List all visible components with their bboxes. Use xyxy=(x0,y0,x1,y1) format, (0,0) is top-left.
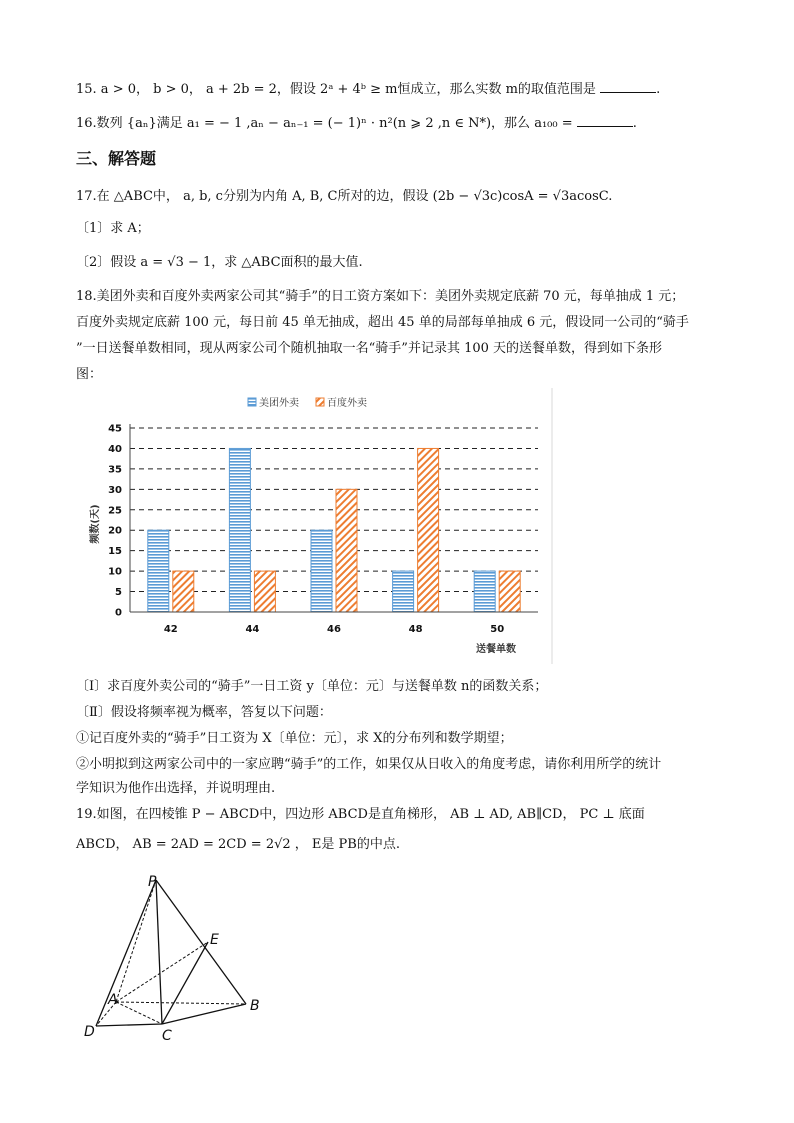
chart-grid xyxy=(130,428,538,592)
y-tick-label-10: 10 xyxy=(108,566,122,578)
pyramid-figure xyxy=(80,868,280,1048)
question-15 xyxy=(76,80,724,99)
chart-legend xyxy=(248,396,367,409)
bar-meituan-44 xyxy=(229,448,250,612)
q15-answer-blank[interactable] xyxy=(600,80,656,93)
label-B: B xyxy=(250,998,260,1014)
q16-tail: . xyxy=(632,116,637,131)
edge-PD xyxy=(96,880,156,1026)
q18-sub2b: 学知识为他作出选择，并说明理由. xyxy=(76,781,276,796)
bar-chart xyxy=(76,386,556,666)
q17-stem: 17.在 △ABC中， a, b, c分别为内角 A, B, C所对的边，假设 (2b − √3c)cosA = √3acosC. xyxy=(76,189,613,204)
legend-label-0: 美团外卖 xyxy=(259,398,299,409)
q18-line2: 百度外卖规定底薪 100 元，每日前 45 单无抽成，超出 45 单的局部每单抽成 6 元，假设同一公司的“骑手 xyxy=(76,315,689,330)
q18-sub2a: ②小明拟到这两家公司中的一家应聘“骑手”的工作，如果仅从日收入的角度考虑，请你利用所学的统计 xyxy=(76,757,662,772)
edge-CE xyxy=(162,942,208,1024)
bar-baidu-50 xyxy=(499,571,520,612)
y-tick-label-35: 35 xyxy=(108,464,122,476)
bar-meituan-42 xyxy=(148,530,169,612)
bar-meituan-48 xyxy=(393,571,414,612)
bar-baidu-44 xyxy=(254,571,275,612)
q16-text: 16.数列 {aₙ}满足 a₁ = − 1 ,aₙ − aₙ₋₁ = (− 1)ⁿ · n²(n ⩾ 2 ,n ∈ N*)，那么 a₁₀₀ = xyxy=(76,116,573,131)
edge-PB xyxy=(156,880,246,1004)
bar-meituan-46 xyxy=(311,530,332,612)
bar-baidu-42 xyxy=(173,571,194,612)
label-D: D xyxy=(84,1024,95,1040)
y-tick-label-30: 30 xyxy=(108,484,122,496)
q18-part-II: 〔Ⅱ〕假设将频率视为概率，答复以下问题： xyxy=(76,705,332,720)
q17-part1: 〔1〕求 A； xyxy=(76,221,150,236)
edge-AB xyxy=(116,1002,246,1004)
q18-sub1: ①记百度外卖的“骑手”日工资为 X〔单位：元〕，求 X的分布列和数学期望； xyxy=(76,731,513,746)
section-heading: 三、解答题 xyxy=(76,149,157,168)
q18-line3: ”一日送餐单数相同，现从两家公司个随机抽取一名“骑手”并记录其 100 天的送餐单数，得到如下条形 xyxy=(76,341,663,356)
legend-swatch-0 xyxy=(248,398,256,406)
edge-AC xyxy=(116,1002,162,1024)
label-A: A xyxy=(108,992,118,1008)
label-C: C xyxy=(162,1028,172,1044)
q18-line4: 图： xyxy=(76,367,103,382)
question-16 xyxy=(76,114,724,133)
bar-baidu-46 xyxy=(336,489,357,612)
x-tick-label-48: 48 xyxy=(408,624,423,635)
edge-CB xyxy=(162,1004,246,1024)
legend-label-1: 百度外卖 xyxy=(327,398,367,409)
bar-baidu-48 xyxy=(418,448,439,612)
edge-DC xyxy=(96,1024,162,1026)
y-tick-label-0: 0 xyxy=(115,607,122,619)
q19-line1: 19.如图，在四棱锥 P − ABCD中，四边形 ABCD是直角梯形， AB ⊥ AD, AB∥CD， PC ⊥ 底面 xyxy=(76,807,645,822)
y-tick-label-25: 25 xyxy=(108,505,122,517)
label-E: E xyxy=(210,932,219,948)
y-tick-label-20: 20 xyxy=(108,525,122,537)
y-tick-label-40: 40 xyxy=(108,443,122,455)
x-tick-label-50: 50 xyxy=(490,624,505,635)
q19-line2: ABCD， AB = 2AD = 2CD = 2√2 ， E是 PB的中点. xyxy=(76,837,400,852)
x-axis-title: 送餐单数 xyxy=(476,644,516,655)
x-tick-label-44: 44 xyxy=(245,624,260,635)
edge-PA xyxy=(116,880,156,1002)
q17-part2: 〔2〕假设 a = √3 − 1，求 △ABC面积的最大值. xyxy=(76,255,363,270)
q18-line1: 18.美团外卖和百度外卖两家公司其“骑手”的日工资方案如下：美团外卖规定底薪 70 元，每单抽成 1 元； xyxy=(76,289,685,304)
legend-swatch-1 xyxy=(316,398,324,406)
y-tick-label-5: 5 xyxy=(115,587,122,599)
x-tick-label-42: 42 xyxy=(163,624,178,635)
y-tick-label-15: 15 xyxy=(108,546,122,558)
q15-tail: . xyxy=(656,82,661,97)
q15-text: 15. a > 0， b > 0， a + 2b = 2，假设 2ᵃ + 4ᵇ ≥ m恒成立，那么实数 m的取值范围是 xyxy=(76,82,596,97)
q18-part-I: 〔Ⅰ〕求百度外卖公司的“骑手”一日工资 y〔单位：元〕与送餐单数 n的函数关系； xyxy=(76,679,548,694)
x-tick-label-46: 46 xyxy=(327,624,341,635)
y-tick-label-45: 45 xyxy=(108,423,122,435)
bar-meituan-50 xyxy=(474,571,495,612)
edge-AE xyxy=(116,942,208,1002)
q16-answer-blank[interactable] xyxy=(577,114,633,127)
label-P: P xyxy=(148,874,157,890)
y-axis-title: 频数(天) xyxy=(90,504,101,544)
